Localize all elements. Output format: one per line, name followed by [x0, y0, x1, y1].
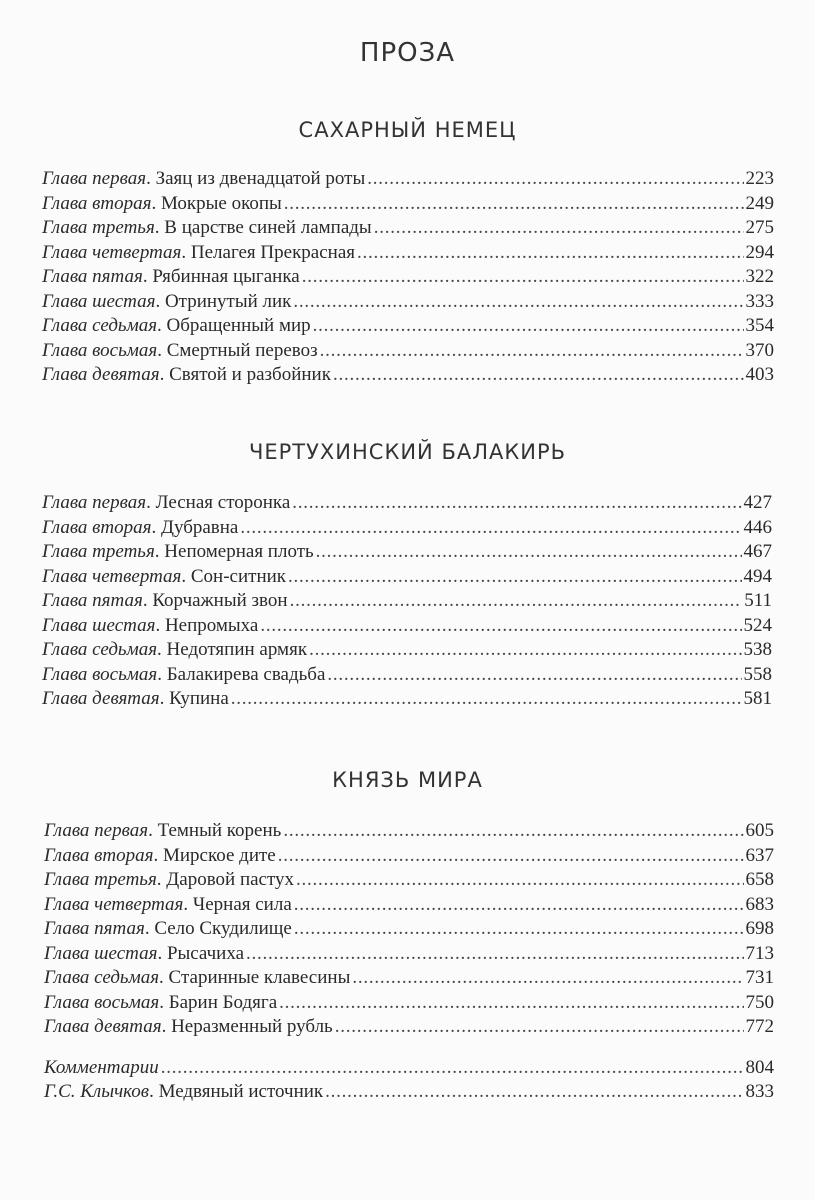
chapter-label: Глава девятая: [42, 688, 160, 709]
leader-dots: [367, 168, 743, 190]
leader-dots: [313, 315, 744, 337]
chapter-name: В царстве синей лампады: [164, 217, 372, 238]
leader-dots: [335, 1016, 744, 1038]
toc-entry[interactable]: Глава четвертая. Сон-ситник . . . 494: [42, 566, 772, 591]
page-number: 772: [745, 1016, 774, 1037]
chapter-label: Глава восьмая: [42, 663, 158, 685]
chapter-label: Глава первая: [42, 492, 147, 513]
page-number: 683: [745, 893, 774, 915]
toc-entry[interactable]: Глава четвертая. Черная сила . . . 683: [44, 894, 774, 919]
toc-entry[interactable]: Глава девятая. Неразменный рубль . . . 772: [44, 1016, 774, 1041]
chapter-name: Барин Бодяга: [168, 991, 278, 1013]
leader-dots: [279, 992, 743, 1014]
leader-dots: [309, 639, 741, 661]
toc-entry[interactable]: Глава первая. Темный корень . . . 605: [44, 820, 774, 845]
page-number: 833: [745, 1081, 774, 1102]
chapter-name: Обращенный мир: [166, 315, 311, 336]
leader-dots: [283, 820, 743, 842]
chapter-label: Глава четвертая: [44, 893, 184, 915]
chapter-name: Святой и разбойник: [169, 364, 331, 385]
page-number: 605: [745, 820, 774, 841]
comments-label: Комментарии: [44, 1056, 159, 1078]
afterword-name: Медвяный источник: [158, 1081, 324, 1102]
page-title: ПРОЗА: [359, 38, 456, 68]
chapter-name: Сон-ситник: [190, 565, 287, 587]
toc-list: [42, 492, 772, 713]
page-number: 354: [745, 315, 774, 336]
leader-dots: [320, 340, 744, 362]
chapter-label: Глава первая: [44, 820, 149, 841]
toc-list: [44, 820, 774, 1106]
chapter-label: Глава шестая: [44, 942, 158, 964]
page-number: 494: [743, 565, 772, 587]
leader-dots: [357, 242, 743, 264]
toc-entry[interactable]: Глава пятая. Рябинная цыганка . . . 322: [42, 266, 774, 291]
chapter-name: Мокрые окопы: [160, 192, 282, 214]
page-number: 524: [743, 614, 772, 636]
chapter-label: Глава четвертая: [42, 241, 182, 263]
author-label: Г.С. Клычков: [44, 1081, 150, 1102]
leader-dots: [292, 492, 741, 514]
chapter-label: Глава восьмая: [44, 991, 160, 1013]
toc-entry[interactable]: Глава первая. Заяц из двенадцатой роты . . . 223: [42, 168, 774, 193]
leader-dots: [290, 590, 743, 612]
leader-dots: [240, 517, 741, 539]
page-number: 713: [745, 942, 774, 964]
chapter-label: Глава пятая: [42, 266, 143, 287]
page-number: 511: [744, 590, 772, 611]
toc-entry[interactable]: Глава восьмая. Барин Бодяга . . . 750: [44, 992, 774, 1017]
leader-dots: [246, 943, 743, 965]
chapter-name: Корчажный звон: [152, 590, 288, 611]
toc-entry[interactable]: Глава вторая. Дубравна . . . 446: [42, 517, 772, 542]
section-title-sakharny-nemets: САХАРНЫЙ НЕМЕЦ: [298, 118, 517, 142]
toc-entry[interactable]: Глава третья. Непомерная плоть . . . 467: [42, 541, 772, 566]
chapter-label: Глава шестая: [42, 614, 156, 636]
leader-dots: [352, 967, 743, 989]
page-number: 467: [743, 541, 772, 562]
chapter-name: Смертный перевоз: [166, 339, 318, 361]
section-title-chertukhinsky-balakir: ЧЕРТУХИНСКИЙ БАЛАКИРЬ: [248, 440, 567, 464]
chapter-name: Неразменный рубль: [171, 1016, 333, 1037]
leader-dots: [316, 541, 742, 563]
chapter-name: Черная сила: [192, 893, 292, 915]
page-number: 427: [743, 492, 772, 513]
chapter-label: Глава вторая: [42, 192, 152, 214]
chapter-name: Рябинная цыганка: [152, 266, 300, 287]
toc-entry[interactable]: Глава девятая. Купина . . . 581: [42, 688, 772, 713]
page-number: 370: [745, 339, 774, 361]
toc-entry[interactable]: Глава девятая. Святой и разбойник . . . 403: [42, 364, 774, 389]
toc-entry[interactable]: Глава шестая. Непромыха . . . 524: [42, 615, 772, 640]
toc-entry[interactable]: Глава шестая. Рысачиха . . . 713: [44, 943, 774, 968]
leader-dots: [278, 845, 744, 867]
page-number: 275: [745, 217, 774, 238]
leader-dots: [302, 266, 744, 288]
toc-entry[interactable]: Глава восьмая. Смертный перевоз . . . 370: [42, 340, 774, 365]
leader-dots: [374, 217, 744, 239]
leader-dots: [231, 688, 742, 710]
page-number: 538: [743, 639, 772, 660]
toc-entry[interactable]: Глава вторая. Мокрые окопы . . . 249: [42, 193, 774, 218]
chapter-label: Глава четвертая: [42, 565, 182, 587]
page-number: 446: [743, 516, 772, 538]
page-number: 804: [745, 1056, 774, 1078]
chapter-label: Глава шестая: [42, 290, 156, 312]
leader-dots: [294, 894, 744, 916]
page-number: 731: [745, 967, 774, 988]
page-number: 223: [745, 168, 774, 189]
chapter-name: Лесная сторонка: [155, 492, 291, 513]
leader-dots: [327, 664, 741, 686]
toc-entry[interactable]: Глава третья. В царстве синей лампады . . . 275: [42, 217, 774, 242]
chapter-label: Глава вторая: [44, 844, 154, 866]
toc-entry[interactable]: Глава пятая. Корчажный звон . . . 511: [42, 590, 772, 615]
toc-entry[interactable]: Глава третья. Даровой пастух . . . 658: [44, 869, 774, 894]
page-number: 581: [743, 688, 772, 709]
toc-entry[interactable]: Глава седьмая. Обращенный мир . . . 354: [42, 315, 774, 340]
chapter-label: Глава третья: [44, 869, 157, 890]
page-number: 750: [745, 991, 774, 1013]
toc-entry-afterword[interactable]: Г.С. Клычков. Медвяный источник . . . 833: [44, 1081, 774, 1106]
toc-entry[interactable]: Глава восьмая. Балакирева свадьба . . . 558: [42, 664, 772, 689]
chapter-label: Глава седьмая: [42, 639, 158, 660]
leader-dots: [260, 615, 741, 637]
toc-entry[interactable]: Глава седьмая. Недотяпин армяк . . . 538: [42, 639, 772, 664]
chapter-name: Мирское дите: [162, 844, 276, 866]
toc-entry[interactable]: Глава седьмая. Старинные клавесины . . . 731: [44, 967, 774, 992]
chapter-label: Глава девятая: [42, 364, 160, 385]
page-number: 294: [745, 241, 774, 263]
chapter-label: Глава пятая: [42, 590, 143, 611]
chapter-name: Даровой пастух: [166, 869, 295, 890]
chapter-name: Дубравна: [160, 516, 239, 538]
chapter-label: Глава седьмая: [44, 967, 160, 988]
leader-dots: [284, 193, 744, 215]
page-number: 322: [745, 266, 774, 287]
toc-entry-comments[interactable]: [44, 1057, 774, 1082]
chapter-name: Непомерная плоть: [164, 541, 314, 562]
leader-dots: [333, 364, 744, 386]
toc-entry[interactable]: Глава четвертая. Пелагея Прекрасная . . . 294: [42, 242, 774, 267]
chapter-name: Отринутый лик: [164, 290, 292, 312]
toc-entry[interactable]: Глава шестая. Отринутый лик . . . 333: [42, 291, 774, 316]
chapter-label: Глава третья: [42, 541, 155, 562]
leader-dots: [325, 1081, 743, 1103]
toc-entry[interactable]: Глава первая. Лесная сторонка . . . 427: [42, 492, 772, 517]
section-title-knyaz-mira: КНЯЗЬ МИРА: [332, 768, 483, 792]
toc-list: [42, 168, 774, 389]
chapter-label: Глава девятая: [44, 1016, 162, 1037]
page-number: 637: [745, 844, 774, 866]
chapter-name: Старинные клавесины: [168, 967, 351, 988]
chapter-label: Глава восьмая: [42, 339, 158, 361]
toc-entry[interactable]: Глава пятая. Село Скудилище . . . 698: [44, 918, 774, 943]
chapter-name: Темный корень: [157, 820, 282, 841]
chapter-name: Недотяпин армяк: [166, 639, 308, 660]
leader-dots: [294, 918, 744, 940]
leader-dots: [296, 869, 743, 891]
chapter-label: Глава вторая: [42, 516, 152, 538]
page-number: 658: [745, 869, 774, 890]
chapter-label: Глава третья: [42, 217, 155, 238]
chapter-label: Глава пятая: [44, 918, 145, 939]
chapter-name: Пелагея Прекрасная: [190, 241, 356, 263]
leader-dots: [161, 1057, 744, 1079]
chapter-label: Глава первая: [42, 168, 147, 189]
page-number: 333: [745, 290, 774, 312]
toc-entry[interactable]: Глава вторая. Мирское дите . . . 637: [44, 845, 774, 870]
page-number: 403: [745, 364, 774, 385]
page-number: 698: [745, 918, 774, 939]
chapter-name: Село Скудилище: [154, 918, 292, 939]
chapter-name: Рысачиха: [166, 942, 245, 964]
leader-dots: [293, 291, 743, 313]
chapter-label: Глава седьмая: [42, 315, 158, 336]
chapter-name: Непромыха: [164, 614, 259, 636]
page-number: 558: [743, 663, 772, 685]
page-number: 249: [745, 192, 774, 214]
chapter-name: Заяц из двенадцатой роты: [155, 168, 366, 189]
leader-dots: [288, 566, 741, 588]
chapter-name: Купина: [169, 688, 229, 709]
chapter-name: Балакирева свадьба: [166, 663, 326, 685]
